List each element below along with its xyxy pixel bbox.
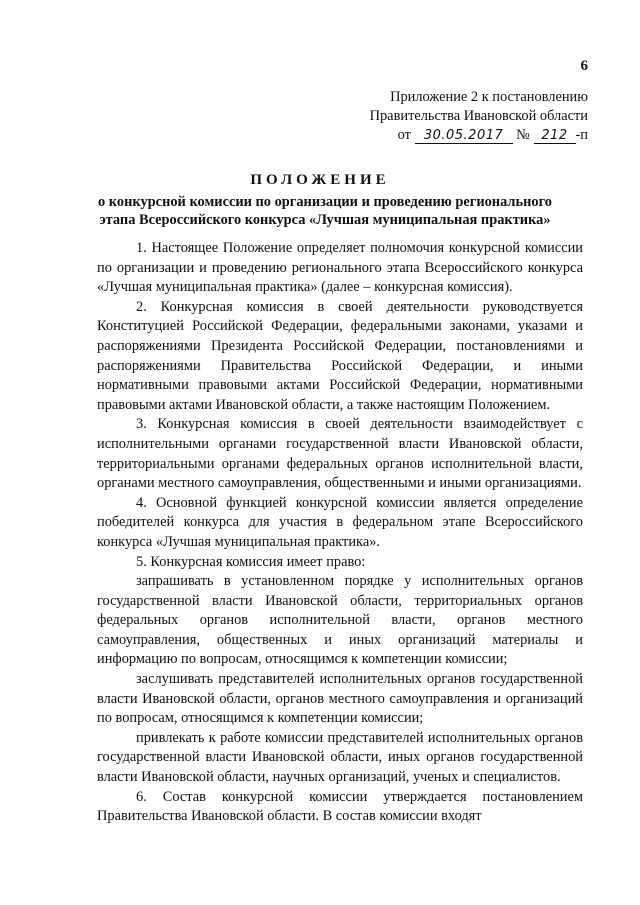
document-body xyxy=(97,239,583,827)
handwritten-date: 30.05.2017 xyxy=(415,128,513,144)
paragraph-1: 1. Настоящее Положение определяет полномочия конкурсной комиссии по организации и проведению регионального этапа Всероссийского конкурса «Лучшая муниципальная практика» (далее – конкурсная комиссия). xyxy=(97,240,583,296)
paragraph-3: 3. Конкурсная комиссия в своей деятельности взаимодействует с исполнительными органами государственной власти Ивановской области, территориальными органами федеральных органов исполнительной власти, органами местного самоуправления, общественными и иными организациями. xyxy=(97,416,583,492)
paragraph-5-item-hear: заслушивать представителей исполнительных органов государственной власти Ивановской области, органов местного самоуправления и организаций по вопросам, относящимся к компетенции комиссии; xyxy=(97,671,583,727)
number-label: № xyxy=(516,127,530,143)
paragraph-6: 6. Состав конкурсной комиссии утверждается постановлением Правительства Ивановской области. В состав комиссии входят xyxy=(97,788,583,825)
paragraph-5: 5. Конкурсная комиссия имеет право: xyxy=(136,553,366,570)
number-suffix: -п xyxy=(575,127,588,143)
approval-line-1: Приложение 2 к постановлению xyxy=(390,89,588,105)
from-label: от xyxy=(397,127,411,143)
approval-block xyxy=(370,88,588,145)
document-subtitle: о конкурсной комиссии по организации и проведению регионального этапа Всероссийского конкурса «Лучшая муниципальная практика» xyxy=(98,194,552,228)
handwritten-number: 212 xyxy=(534,128,576,144)
approval-line-3 xyxy=(370,126,588,145)
paragraph-2: 2. Конкурсная комиссия в своей деятельности руководствуется Конституцией Российской Федерации, федеральными законами, указами и распоряжениями Президента Российской Федерации, постановлениями и распоряжениями Правительства Российской Федерации, и иными нормативными правовыми актами Российской Федерации, нормативными правовыми актами Ивановской области, а также настоящим Положением. xyxy=(97,298,583,413)
document-title: ПОЛОЖЕНИЕ xyxy=(250,172,390,188)
approval-line-2: Правительства Ивановской области xyxy=(369,108,588,124)
page-number: 6 xyxy=(580,58,588,74)
paragraph-4: 4. Основной функцией конкурсной комиссии является определение победителей конкурса для участия в федеральном этапе Всероссийского конкурса «Лучшая муниципальная практика». xyxy=(97,494,583,550)
paragraph-5-item-involve: привлекать к работе комиссии представителей исполнительных органов государственной власти Ивановской области, иных органов государственной власти Ивановской области, научных организаций, ученых и специалистов. xyxy=(97,729,583,786)
paragraph-5-item-request: запрашивать в установленном порядке у исполнительных органов государственной власти Ивановской области, территориальных органов федеральных органов исполнительной власти, органов местного самоуправления, общественных и иных организаций материалы и информацию по вопросам, относящимся к компетенции комиссии; xyxy=(97,573,583,668)
